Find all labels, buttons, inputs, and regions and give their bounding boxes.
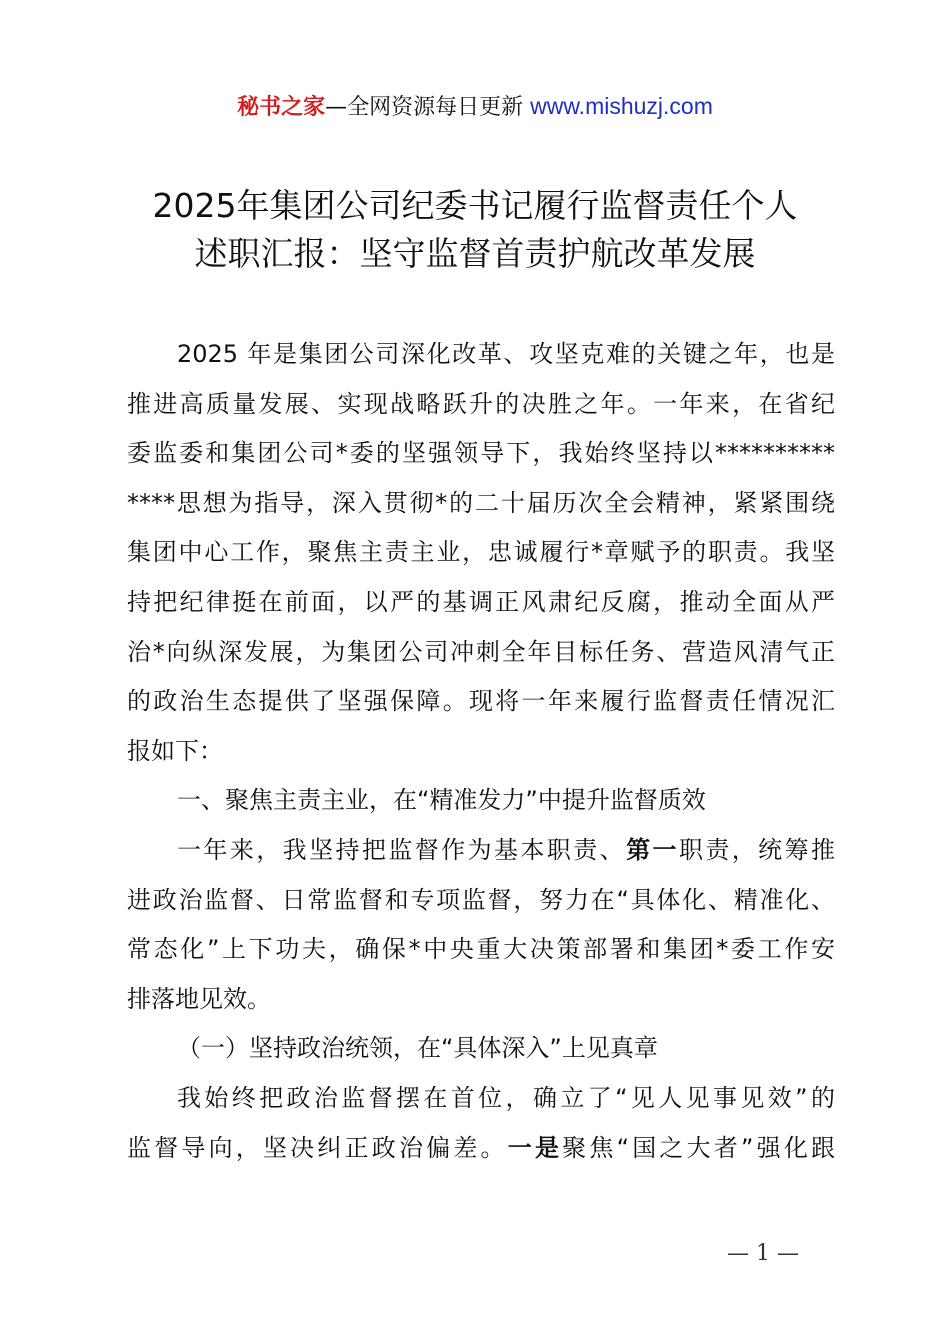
paragraph-line: 进政治监督、日常监督和专项监督，努力在“具体化、精准化、 bbox=[127, 885, 835, 914]
paragraph-line: 委监委和集团公司*委的坚强领导下，我始终坚持以********** bbox=[127, 439, 835, 468]
paragraph-line: 推进高质量发展、实现战略跃升的决胜之年。一年来，在省纪 bbox=[127, 389, 835, 418]
section-heading: 一、聚焦主责主业，在“精准发力”中提升监督质效 bbox=[177, 786, 706, 815]
text-run: 一年来，我坚持把监督作为基本职责、 bbox=[177, 835, 627, 864]
document-title bbox=[95, 182, 855, 278]
paragraph-line: 报如下： bbox=[127, 736, 223, 765]
text-run: 职责，统筹推 bbox=[678, 835, 835, 864]
paragraph-line: 的政治生态提供了坚强保障。现将一年来履行监督责任情况汇 bbox=[127, 687, 835, 716]
brand-name: 秘书之家 bbox=[237, 95, 326, 120]
text-run: 监督导向，坚决纠正政治偏差。 bbox=[127, 1133, 508, 1162]
subsection-heading: （一）坚持政治统领，在“具体深入”上见真章 bbox=[177, 1034, 658, 1063]
paragraph-line: 治*向纵深发展，为集团公司冲刺全年目标任务、营造风清气正 bbox=[127, 637, 835, 666]
paragraph-line: 2025 年是集团公司深化改革、攻坚克难的关键之年，也是 bbox=[177, 340, 835, 368]
paragraph-line bbox=[127, 826, 835, 876]
title-line-1: 2025年集团公司纪委书记履行监督责任个人 bbox=[152, 186, 798, 225]
site-url-link[interactable]: www.mishuzj.com bbox=[530, 93, 713, 119]
paragraph-line: 集团中心工作，聚焦主责主业，忠诚履行*章赋予的职责。我坚 bbox=[127, 538, 835, 567]
paragraph-line: 常态化”上下功夫，确保*中央重大决策部署和集团*委工作安 bbox=[127, 935, 835, 964]
title-line-2: 述职汇报：坚守监督首责护航改革发展 bbox=[194, 234, 756, 273]
banner-tagline: —全网资源每日更新 bbox=[325, 95, 524, 120]
paragraph-line: ****思想为指导，深入贯彻*的二十届历次全会精神，紧紧围绕 bbox=[127, 488, 835, 517]
text-run: 聚焦“国之大者”强化跟 bbox=[562, 1133, 835, 1162]
paragraph-line: 我始终把政治监督摆在首位，确立了“见人见事见效”的 bbox=[177, 1083, 835, 1112]
paragraph-line: 排落地见效。 bbox=[127, 984, 271, 1013]
page-number: — 1 — bbox=[727, 1241, 799, 1266]
bold-text-run: 一是 bbox=[507, 1133, 563, 1162]
paragraph-line bbox=[127, 1124, 835, 1174]
site-banner bbox=[0, 86, 950, 126]
paragraph-line: 持把纪律挺在前面，以严的基调正风肃纪反腐，推动全面从严 bbox=[127, 587, 835, 616]
bold-text-run: 第一 bbox=[626, 835, 679, 864]
document-body bbox=[127, 330, 835, 1173]
